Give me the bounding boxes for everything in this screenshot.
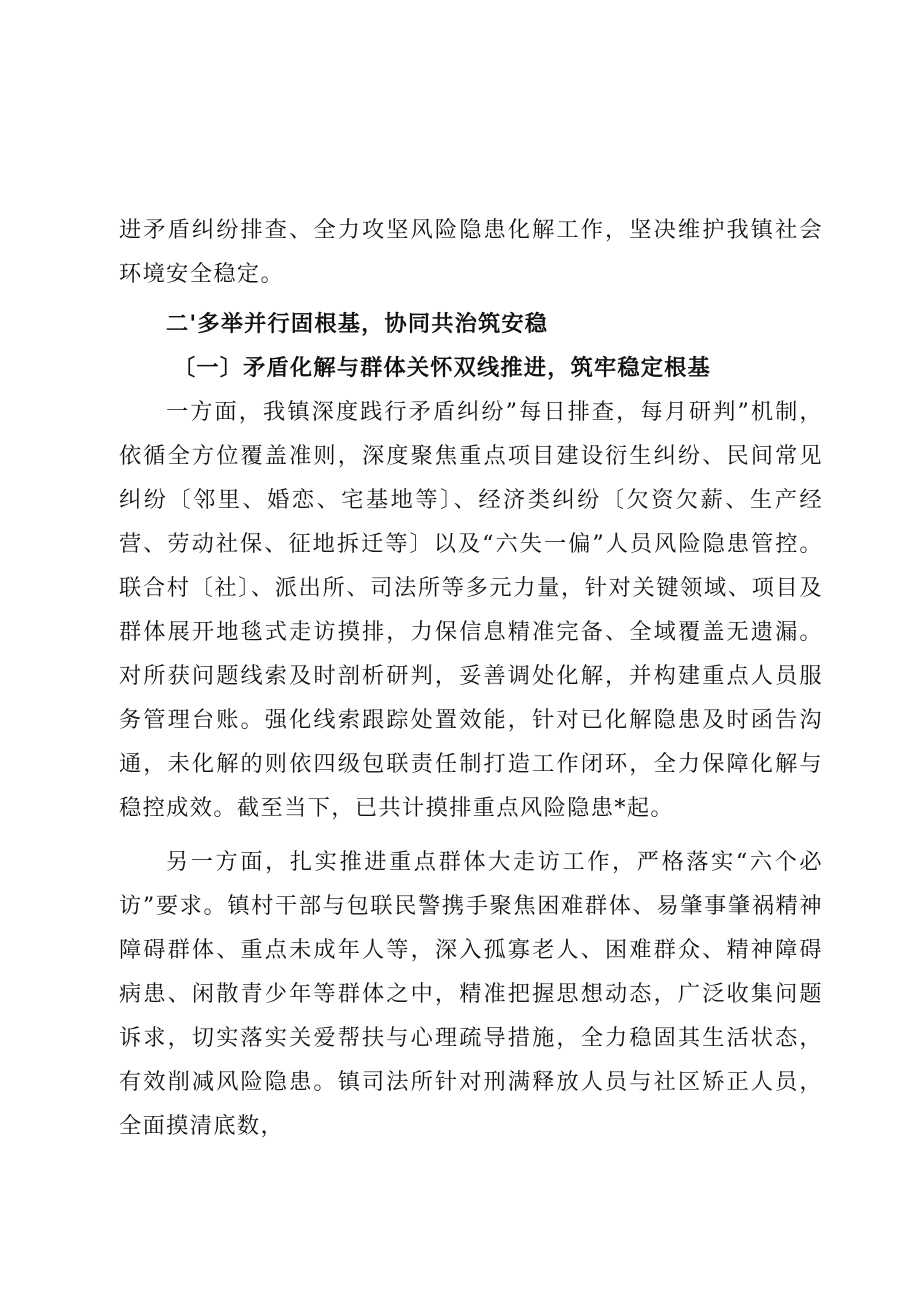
- body-paragraph-1: 一方面，我镇深度践行矛盾纠纷”每日排查，每月研判”机制，依循全方位覆盖准则，深度聚焦重点项目建设衍生纠纷、民间常见纠纷〔邻里、婚恋、宅基地等〕、经济类纠纷〔欠资欠薪、生产经营、劳动社保、征地拆迁等〕以及“六失一偏”人员风险隐患管控。联合村〔社〕、派出所、司法所等多元力量，针对关键领域、项目及群体展开地毯式走访摸排，力保信息精准完备、全域覆盖无遗漏。对所获问题线索及时剖析研判，妥善调处化解，并构建重点人员服务管理台账。强化线索跟踪处置效能，针对已化解隐患及时函告沟通，未化解的则依四级包联责任制打造工作闭环，全力保障化解与稳控成效。截至当下，已共计摸排重点风险隐患*起。: [119, 399, 823, 821]
- continuation-paragraph: 进矛盾纠纷排查、全力攻坚风险隐患化解工作，坚决维护我镇社会环境安全稳定。: [119, 217, 823, 287]
- section-heading: 二'多举并行固根基，协同共治筑安稳: [166, 311, 549, 337]
- subsection-heading: 〔一〕矛盾化解与群体关怀双线推进，筑牢稳定根基: [173, 355, 711, 381]
- document-body: [119, 208, 823, 1148]
- body-paragraph-2: 另一方面，扎实推进重点群体大走访工作，严格落实“六个必访”要求。镇村干部与包联民警携手聚焦困难群体、易肇事肇祸精神障碍群体、重点未成年人等，深入孤寡老人、困难群众、精神障碍病患、闲散青少年等群体之中，精准把握思想动态，广泛收集问题诉求，切实落实关爱帮扶与心理疏导措施，全力稳固其生活状态，有效削减风险隐患。镇司法所针对刑满释放人员与社区矫正人员，全面摸清底数，: [119, 849, 823, 1139]
- paragraph-spacer: [119, 830, 823, 840]
